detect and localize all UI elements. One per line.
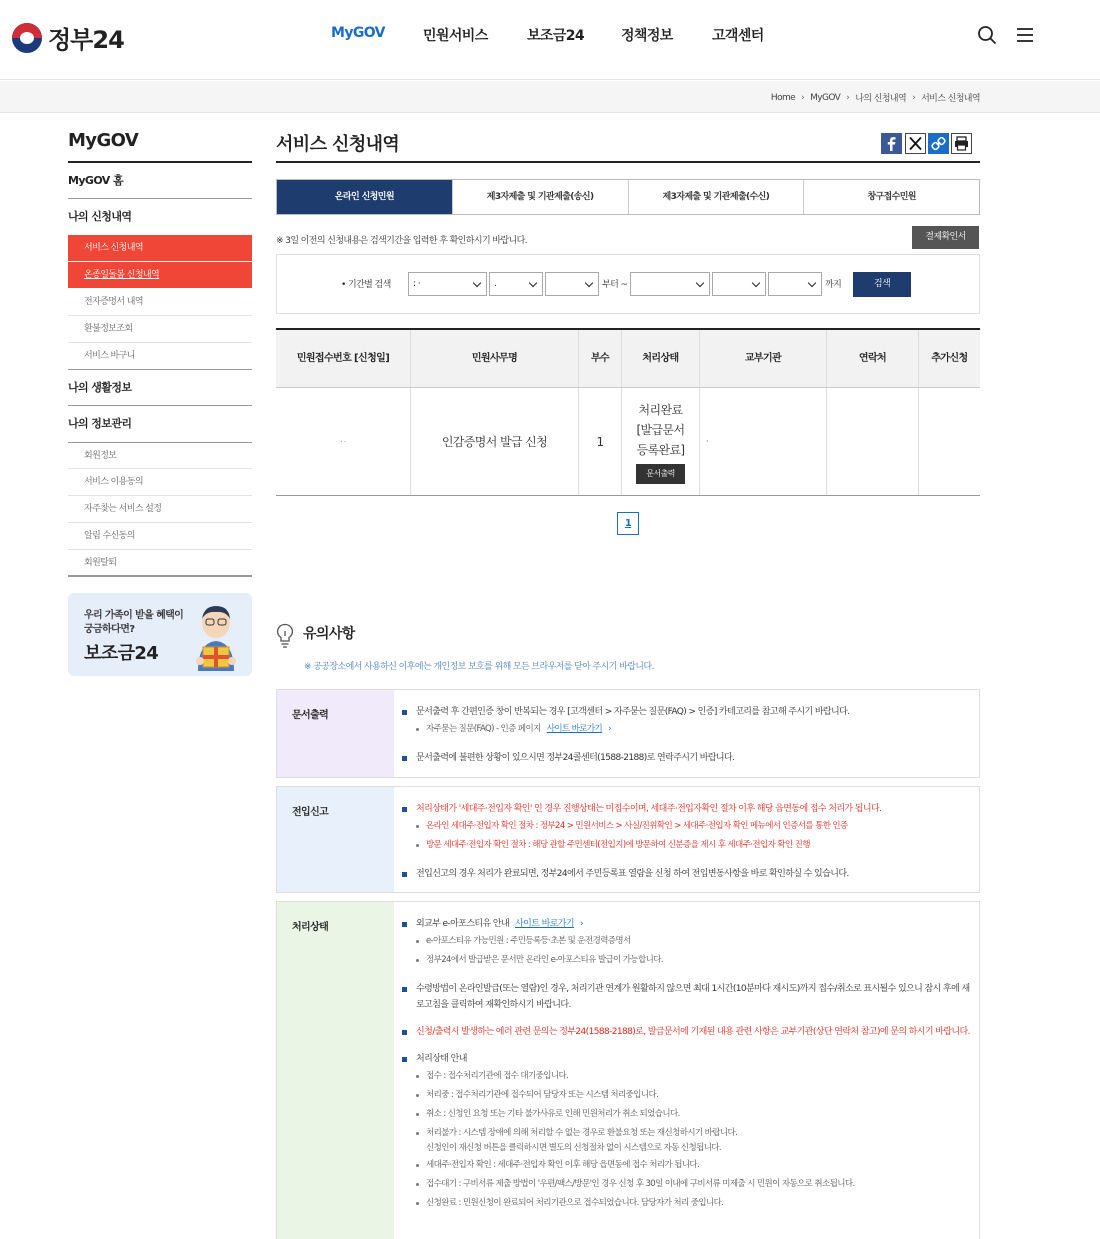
logo[interactable] — [12, 20, 124, 55]
to-label: 까지 — [825, 280, 842, 290]
status-guide-item: 신청인이 재신청 버튼을 클릭하시면 별도의 신청절차 없이 시스템으로 자동 신청됩니다. — [426, 1143, 722, 1153]
notice-status-item — [402, 916, 971, 932]
notice-move-section — [276, 786, 980, 893]
banner-line: 우리 가족이 받을 혜택이 궁금하다면? — [84, 610, 184, 635]
notice-status-item: 수령방법이 온라인발급(또는 열람)인 경우, 처리기관 연계가 원활하지 않으면 최대 1시간(10분마다 재시도)까지 접수/취소로 표시될수 있으니 잠시 후에 새로고침을 클릭하여 재확인하시기 바랍니다. — [402, 981, 971, 1013]
status-guide-item: 처리중 : 접수처리기관에 접수되어 담당자 또는 시스템 처리중입니다. — [402, 1086, 971, 1105]
side-nav-notification-consent[interactable]: 알림 수신동의 — [68, 523, 252, 550]
application-table — [276, 328, 980, 496]
notice-move-subitem: 방문 세대주·전입자 확인 절차 : 해당 관할 주민센터(전입지)에 방문하여 신분증을 제시 후 세대주·전입자 확인 진행 — [402, 836, 971, 855]
page-title: 서비스 신청내역 — [276, 134, 400, 155]
logo-text: 정부24 — [48, 26, 124, 54]
menu-icon[interactable] — [1014, 24, 1036, 46]
tab-third-party-send[interactable]: 제3자제출 및 기관제출(송신) — [452, 180, 628, 214]
status-guide-item: 접수 : 접수처리기관에 접수 대기중입니다. — [402, 1067, 971, 1086]
col-agency: 교부기관 — [699, 330, 826, 387]
nav-subsidy24[interactable]: 보조금24 — [527, 28, 585, 44]
side-nav — [68, 128, 252, 577]
from-day-select[interactable] — [545, 272, 599, 296]
application-tabs — [276, 179, 980, 215]
table-row — [276, 388, 980, 495]
side-nav-title: MyGOV — [68, 128, 252, 163]
to-day-select[interactable] — [768, 272, 822, 296]
table-header — [276, 330, 980, 388]
breadcrumb-my-applications[interactable]: 나의 신청내역 — [855, 94, 907, 104]
chevron-right-icon: › — [608, 724, 611, 734]
side-nav-service-basket[interactable]: 서비스 바구니 — [68, 343, 252, 370]
side-nav-info-management[interactable]: 나의 정보관리 — [68, 417, 132, 430]
payment-confirm-button[interactable]: 결제확인서 — [912, 226, 979, 249]
search-note: ※ 3일 이전의 신청내용은 검색기간을 입력한 후 확인하시기 바랍니다. — [276, 236, 527, 246]
col-status: 처리상태 — [621, 330, 699, 387]
notice-print-label: 문서출력 — [277, 690, 394, 777]
print-icon[interactable] — [951, 133, 972, 154]
col-count: 부수 — [578, 330, 621, 387]
faq-auth-text: 자주묻는 질문(FAQ) - 인증 페이지 — [426, 724, 541, 734]
notice-status-item: 신청/출력시 발생하는 에러 관련 문의는 정부24(1588-2188)로, 발급문서에 기재된 내용 관련 사항은 교부기관(상단 연락처 참고)에 문의 하시기 바랍니다. — [402, 1024, 971, 1040]
nav-civil-service[interactable]: 민원서비스 — [423, 28, 488, 44]
side-nav-e-certificates[interactable]: 전자증명서 내역 — [68, 289, 252, 316]
status-guide-item: 처리불가 : 시스템 장애에 의해 처리할 수 없는 경우로 환불요청 또는 재신청하시기 바랍니다. — [402, 1124, 971, 1141]
tab-counter[interactable]: 창구접수민원 — [803, 180, 979, 214]
tab-online[interactable]: 온라인 신청민원 — [277, 180, 452, 214]
cell-extra — [918, 388, 980, 495]
notice-move-item: 전입신고의 경우 처리가 완료되면, 정부24에서 주민등록표 열람을 신청 하여 전입변동사항을 바로 확인하실 수 있습니다. — [402, 866, 971, 882]
apostille-text: 외교부 e-아포스티유 안내 — [416, 919, 510, 929]
notice-title: 유의사항 — [303, 626, 355, 642]
cell-status — [621, 388, 699, 495]
site-link[interactable]: 사이트 바로가기 — [546, 724, 603, 734]
from-month-select[interactable]: . — [489, 272, 543, 296]
print-document-button[interactable]: 문서출력 — [636, 464, 685, 484]
side-nav-service-consent[interactable]: 서비스 이용동의 — [68, 469, 252, 496]
breadcrumb-current: 서비스 신청내역 — [921, 94, 980, 104]
header — [0, 0, 1100, 80]
notice-move-item: 처리상태가 '세대주·전입자 확인' 인 경우 진행상태는 미접수이며, 세대주·전입자확인 절차 이후 해당 읍면동에 접수 처리가 됩니다. — [402, 801, 971, 817]
status-guide-item: 접수대기 : 구비서류 제출 방법이 '우편/팩스/방문'인 경우 신청 후 30일 이내에 구비서류 미제출 시 민원이 자동으로 취소됩니다. — [402, 1175, 971, 1194]
nav-policy-info[interactable]: 정책정보 — [621, 28, 673, 44]
chevron-right-icon: › — [801, 92, 805, 103]
col-extra: 추가신청 — [918, 330, 980, 387]
facebook-icon[interactable] — [881, 133, 902, 154]
to-year-select[interactable] — [630, 272, 710, 296]
character-gift-icon — [186, 601, 248, 673]
subsidy24-banner[interactable] — [68, 593, 252, 676]
side-nav-withdraw[interactable]: 회원탈퇴 — [68, 550, 252, 577]
side-nav-refund-info[interactable]: 환불정보조회 — [68, 316, 252, 343]
breadcrumb-home[interactable]: Home — [770, 92, 796, 103]
col-receipt-no: 민원접수번호 [신청일] — [296, 352, 390, 364]
chevron-right-icon: › — [579, 919, 583, 929]
chevron-right-icon: › — [912, 92, 916, 103]
from-year-select[interactable]: : · — [408, 272, 487, 296]
side-nav-life-info[interactable]: 나의 생활정보 — [68, 370, 252, 406]
breadcrumb — [771, 91, 980, 104]
col-service-name: 민원사무명 — [410, 330, 578, 387]
side-nav-favorite-services[interactable]: 자주찾는 서비스 설정 — [68, 496, 252, 523]
side-nav-allday-care[interactable]: 온종일돌봄 신청내역 — [68, 262, 252, 289]
notice-status-subitem: 정부24에서 발급받은 문서만 온라인 e-아포스티유 발급이 가능합니다. — [402, 951, 971, 970]
taegeuk-logo-icon — [12, 23, 42, 53]
from-label: 부터 ~ — [602, 280, 628, 290]
tab-third-party-receive[interactable]: 제3자제출 및 기관제출(수신) — [628, 180, 804, 214]
cell-contact — [826, 388, 918, 495]
notice-print-item: 문서출력 후 간편인증 창이 반복되는 경우 [고객센터 > 자주묻는 질문(FAQ) > 인증] 카테고리를 참고해 주시기 바랍니다. — [402, 704, 971, 720]
cell-service-name: 인감증명서 발급 신청 — [410, 388, 578, 495]
notice-status-subitem: e-아포스티유 가능민원 : 주민등록등·초본 및 운전경력증명서 — [402, 932, 971, 951]
title-divider — [276, 161, 980, 163]
notice-status-label: 처리상태 — [277, 902, 394, 1239]
notice-status-item: 처리상태 안내 — [402, 1051, 971, 1067]
status-guide-item: 신청완료 : 민원신청이 완료되어 처리기관으로 접수되었습니다. 담당자가 처리 중입니다. — [402, 1194, 971, 1213]
search-icon[interactable] — [976, 24, 998, 46]
notice-print-section — [276, 689, 980, 778]
notice-move-label: 전입신고 — [277, 787, 394, 892]
status-guide-item: 세대주·전입자 확인 : 세대주·전입자 확인 이후 해당 읍면동에 접수 처리가 됩니다. — [402, 1156, 971, 1175]
notice-subtitle: ※ 공공장소에서 사용하신 이후에는 개인정보 보호를 위해 모든 브라우저를 닫아 주시기 바랍니다. — [304, 662, 654, 672]
notice-move-subitem: 온라인 세대주·전입자 확인 절차 : 정부24 > 민원서비스 > 사실/진위확인 > 세대주·전입자 확인 메뉴에서 인증서를 통한 인증 — [402, 817, 971, 836]
notice-print-subitem — [402, 720, 971, 739]
x-twitter-icon[interactable] — [905, 133, 926, 154]
side-nav-my-applications[interactable]: 나의 신청내역 — [68, 210, 132, 223]
nav-customer-center[interactable]: 고객센터 — [712, 28, 764, 44]
notice-print-item: 문서출력에 불편한 상황이 있으시면 정부24콜센터(1588-2188)로 연락주시기 바랍니다. — [402, 750, 971, 766]
breadcrumb-bar — [0, 81, 1100, 113]
link-copy-icon[interactable] — [928, 133, 949, 154]
col-contact: 연락처 — [826, 330, 918, 387]
to-month-select[interactable] — [712, 272, 766, 296]
period-search — [276, 254, 980, 314]
banner-title: 보조금24 — [84, 643, 159, 664]
chevron-right-icon: › — [846, 92, 850, 103]
notice-status-section — [276, 901, 980, 1239]
side-nav-service-applications[interactable]: 서비스 신청내역 — [68, 235, 252, 262]
cell-agency: · — [699, 388, 826, 495]
status-text: 처리완료 [발급문서 등록완료] — [636, 402, 685, 457]
lightbulb-icon — [276, 623, 294, 649]
site-link[interactable]: 사이트 바로가기 — [515, 919, 574, 929]
search-button[interactable]: 검색 — [853, 272, 911, 297]
side-nav-member-info[interactable]: 회원정보 — [68, 442, 252, 469]
cell-receipt-no: · · — [340, 437, 346, 446]
breadcrumb-mygov[interactable]: MyGOV — [810, 92, 841, 103]
page-1-button[interactable]: 1 — [617, 512, 639, 535]
period-search-label: • 기간별 검색 — [341, 280, 391, 290]
cell-count: 1 — [578, 388, 621, 495]
status-guide-item: 취소 : 신청인 요청 또는 기타 불가사유로 인해 민원처리가 취소 되었습니다. — [402, 1105, 971, 1124]
nav-mygov[interactable]: MyGOV — [331, 25, 385, 41]
side-nav-mygov-home[interactable]: MyGOV 홈 — [68, 163, 252, 199]
